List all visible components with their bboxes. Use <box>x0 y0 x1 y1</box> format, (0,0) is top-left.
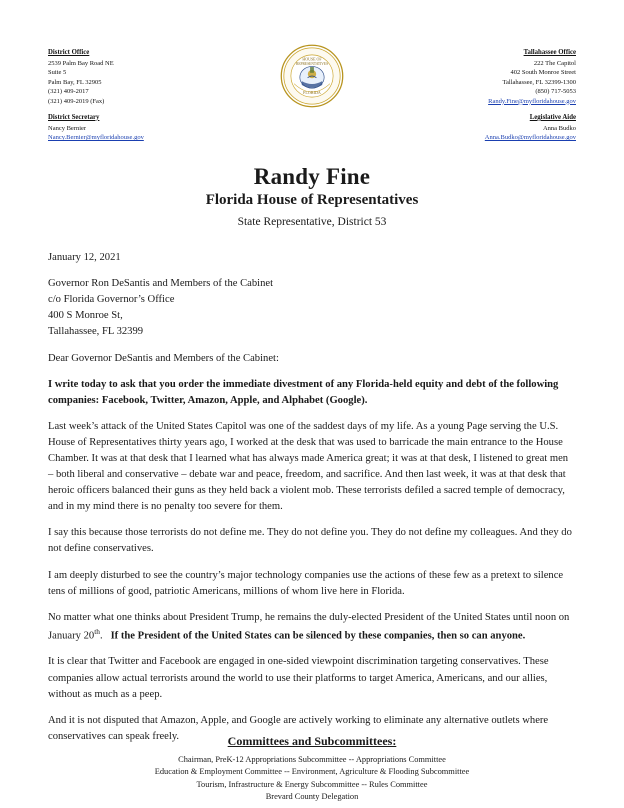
title-block <box>48 164 576 230</box>
spacer <box>48 106 144 113</box>
body-paragraph: I am deeply disturbed to see the country’s major technology companies use the actions of these few as a pretext to silence tens of millions of good, patriotic Americans, millions of whom live here in Florida. <box>48 569 564 597</box>
salutation: Dear Governor DeSantis and Members of the Cabinet: <box>48 352 279 364</box>
footer-line: Tourism, Infrastructure & Energy Subcommittee -- Rules Committee <box>196 779 428 789</box>
footer-title: Committees and Subcommittees: <box>227 733 397 748</box>
tallahassee-office-title: Tallahassee Office <box>523 49 576 56</box>
recipient-address <box>48 276 576 340</box>
tallahassee-office-phone: (850) 717-5053 <box>535 88 576 96</box>
florida-house-seal-icon <box>280 44 344 108</box>
district-office-line: Suite 5 <box>48 69 67 77</box>
body-paragraph: I say this because those terrorists do not define me. They do not define you. They do not define my colleagues. And they do not define conservatives. <box>48 527 572 555</box>
district-office-block <box>48 48 144 143</box>
address-line: Tallahassee, FL 32399 <box>48 326 144 338</box>
legislative-aide-name: Anna Budko <box>542 124 576 132</box>
letter-date: January 12, 2021 <box>48 252 121 264</box>
district-secretary-email-link[interactable]: Nancy.Bernier@myfloridahouse.gov <box>48 134 144 142</box>
tallahassee-office-line: Tallahassee, FL 32399-1300 <box>502 78 576 86</box>
mixed-emphasis-paragraph <box>48 610 576 645</box>
district-secretary-title: District Secretary <box>48 113 100 121</box>
district-office-phone: (321) 409-2017 <box>48 88 89 96</box>
footer <box>48 734 576 804</box>
seal-container <box>280 44 344 108</box>
spacer <box>485 106 576 113</box>
footer-line: Chairman, PreK-12 Appropriations Subcommittee -- Appropriations Committee <box>178 754 446 764</box>
body-paragraph: Last week’s attack of the United States Capitol was one of the saddest days of my life. As a young Page serving the U.S. House of Representatives thirty years ago, I worked at the desk that was used to barricade the main entrance to the House Chamber. It was at that desk that I learned what has always made America great; it was at that desk, I listened to great men – both liberal and conservative – debate war and peace, freedom, and sacrifice. And then last week, it was at that desk that heroic officers balanced their guns as they held back a violent mob. These terrorists defiled a sacred temple of democracy, and in my mind there is no penalty too severe for them. <box>48 420 569 513</box>
svg-text:FLORIDA: FLORIDA <box>303 89 321 95</box>
footer-line: Education & Employment Committee -- Environment, Agriculture & Flooding Subcommittee <box>154 767 470 777</box>
district-office-title: District Office <box>48 49 90 56</box>
legislative-aide-title: Legislative Aide <box>529 113 576 121</box>
footer-line: Brevard County Delegation <box>265 792 359 802</box>
tallahassee-office-line: 402 South Monroe Street <box>510 69 576 77</box>
district-secretary-name: Nancy Bernier <box>48 124 87 132</box>
representative-name: Randy Fine <box>253 164 371 189</box>
district-office-line: 2539 Palm Bay Road NE <box>48 59 114 67</box>
tallahassee-office-block <box>485 48 576 143</box>
legislative-aide-email-link[interactable]: Anna.Budko@myfloridahouse.gov <box>484 134 576 142</box>
body-paragraph: And it is not disputed that Amazon, Apple, and Google are actively working to eliminate any alternative outlets where conservatives can speak freely. <box>48 714 549 742</box>
letter-body <box>48 250 576 745</box>
svg-text:HOUSE OF: HOUSE OF <box>302 56 322 62</box>
address-line: c/o Florida Governor’s Office <box>48 294 175 306</box>
district-office-line: Palm Bay, FL 32905 <box>48 78 102 86</box>
representative-email-link[interactable]: Randy.Fine@myfloridahouse.gov <box>488 97 576 105</box>
address-line: 400 S Monroe St, <box>48 310 123 322</box>
address-line: Governor Ron DeSantis and Members of the Cabinet <box>48 278 274 290</box>
lead-paragraph: I write today to ask that you order the immediate divestment of any Florida-held equity and debt of the following companies: Facebook, Twitter, Amazon, Apple, and Alphabet (Google). <box>48 378 559 406</box>
tallahassee-office-line: 222 The Capitol <box>533 59 576 67</box>
svg-text:REPRESENTATIVES: REPRESENTATIVES <box>295 61 329 66</box>
letterhead <box>48 44 576 162</box>
district-subtitle: State Representative, District 53 <box>237 215 387 228</box>
ordinal-superscript: th <box>94 626 100 636</box>
paragraph-text-bold: If the President of the United States can be silenced by these companies, then so can anyone. <box>110 630 526 642</box>
paragraph-text-before: No matter what one thinks about President Trump, he remains the duly-elected President of the United States until noon on January 20 <box>48 611 570 642</box>
body-paragraph: It is clear that Twitter and Facebook are engaged in one-sided viewpoint discrimination targeting conservatives. These companies allow actual terrorists around the world to use their platforms to target America, Americans, and our allies, without as much as a peep. <box>48 656 549 700</box>
district-office-fax: (321) 409-2019 (Fax) <box>48 97 105 105</box>
chamber-name: Florida House of Representatives <box>205 192 419 209</box>
paragraph-text-middle: . <box>99 630 103 642</box>
